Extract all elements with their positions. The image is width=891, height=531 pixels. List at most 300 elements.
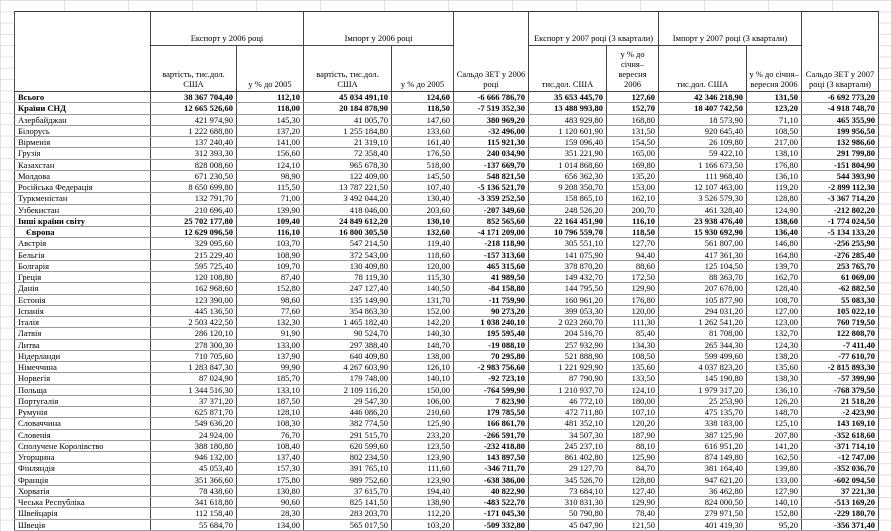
value-cell[interactable]: 472 711,80 <box>529 407 607 418</box>
value-cell[interactable]: 154,50 <box>607 137 659 148</box>
value-cell[interactable]: 41 989,50 <box>454 272 529 283</box>
value-cell[interactable]: 127,90 <box>747 485 802 496</box>
value-cell[interactable]: 824 000,50 <box>659 497 747 508</box>
value-cell[interactable]: 152,00 <box>392 305 454 316</box>
value-cell[interactable]: 162,10 <box>607 193 659 204</box>
value-cell[interactable]: -371 714,10 <box>802 440 879 451</box>
value-cell[interactable]: 417 361,30 <box>659 249 747 260</box>
value-cell[interactable]: 160 961,20 <box>529 294 607 305</box>
value-cell[interactable]: 561 807,00 <box>659 238 747 249</box>
country-cell[interactable]: Естонія <box>15 294 151 305</box>
value-cell[interactable]: 210 696,40 <box>151 204 237 215</box>
value-cell[interactable]: 1 283 847,30 <box>151 362 237 373</box>
value-cell[interactable]: 341 618,80 <box>151 497 237 508</box>
value-cell[interactable]: 37 371,20 <box>151 395 237 406</box>
value-cell[interactable]: 90 273,20 <box>454 305 529 316</box>
value-cell[interactable]: 29 547,30 <box>304 395 392 406</box>
value-cell[interactable]: 159 096,40 <box>529 137 607 148</box>
header-import-2006[interactable]: Імпорт у 2006 році <box>304 12 454 46</box>
country-cell[interactable]: Румунія <box>15 407 151 418</box>
value-cell[interactable]: 265 344,30 <box>659 339 747 350</box>
value-cell[interactable]: 132 791,70 <box>151 193 237 204</box>
value-cell[interactable]: 351 366,60 <box>151 474 237 485</box>
value-cell[interactable]: 76,70 <box>237 429 304 440</box>
value-cell[interactable]: 245 237,10 <box>529 440 607 451</box>
value-cell[interactable]: 1 255 184,80 <box>304 125 392 136</box>
value-cell[interactable]: 103,20 <box>392 519 454 530</box>
value-cell[interactable]: 354 863,30 <box>304 305 392 316</box>
value-cell[interactable]: 140,30 <box>392 328 454 339</box>
subheader-value-export-2007[interactable]: тис.дол. США <box>529 46 607 92</box>
value-cell[interactable]: -207 349,60 <box>454 204 529 215</box>
country-cell[interactable]: Інші країни світу <box>15 215 151 226</box>
value-cell[interactable]: 41 005,70 <box>304 114 392 125</box>
value-cell[interactable]: 445 136,50 <box>151 305 237 316</box>
value-cell[interactable]: 45 047,90 <box>529 519 607 530</box>
value-cell[interactable]: 291 799,80 <box>802 148 879 159</box>
value-cell[interactable]: -62 882,50 <box>802 283 879 294</box>
value-cell[interactable]: 131,50 <box>747 92 802 103</box>
value-cell[interactable]: -768 379,50 <box>802 384 879 395</box>
value-cell[interactable]: 145 190,80 <box>659 373 747 384</box>
value-cell[interactable]: 111 968,40 <box>659 170 747 181</box>
value-cell[interactable]: 312 393,30 <box>151 148 237 159</box>
country-cell[interactable]: Білорусь <box>15 125 151 136</box>
value-cell[interactable]: -2 983 756,60 <box>454 362 529 373</box>
value-cell[interactable]: 3 526 579,30 <box>659 193 747 204</box>
value-cell[interactable]: 140,10 <box>747 497 802 508</box>
value-cell[interactable]: 233,20 <box>392 429 454 440</box>
value-cell[interactable]: 710 705,60 <box>151 350 237 361</box>
value-cell[interactable]: 55 684,70 <box>151 519 237 530</box>
value-cell[interactable]: 42 346 218,90 <box>659 92 747 103</box>
value-cell[interactable]: 194,40 <box>392 485 454 496</box>
country-cell[interactable]: Болгарія <box>15 260 151 271</box>
value-cell[interactable]: 257 932,90 <box>529 339 607 350</box>
value-cell[interactable]: 78,40 <box>607 508 659 519</box>
value-cell[interactable]: 152,80 <box>237 283 304 294</box>
value-cell[interactable]: 112,20 <box>392 508 454 519</box>
value-cell[interactable]: 671 230,50 <box>151 170 237 181</box>
country-cell[interactable]: Норвегія <box>15 373 151 384</box>
value-cell[interactable]: 128,10 <box>237 407 304 418</box>
country-cell[interactable]: Сполучене Королівство <box>15 440 151 451</box>
value-cell[interactable]: 465 315,60 <box>454 260 529 271</box>
value-cell[interactable]: 130 409,80 <box>304 260 392 271</box>
value-cell[interactable]: 22 164 451,90 <box>529 215 607 226</box>
country-cell[interactable]: Данія <box>15 283 151 294</box>
value-cell[interactable]: 12 107 463,00 <box>659 182 747 193</box>
value-cell[interactable]: -32 496,00 <box>454 125 529 136</box>
value-cell[interactable]: 1 262 541,20 <box>659 317 747 328</box>
country-cell[interactable]: Казахстан <box>15 159 151 170</box>
value-cell[interactable]: 18 407 742,50 <box>659 103 747 114</box>
value-cell[interactable]: 115,50 <box>237 182 304 193</box>
value-cell[interactable]: 127,40 <box>607 485 659 496</box>
value-cell[interactable]: -6 692 773,20 <box>802 92 879 103</box>
value-cell[interactable]: 115 921,30 <box>454 137 529 148</box>
country-cell[interactable]: Молдова <box>15 170 151 181</box>
value-cell[interactable]: 126,10 <box>392 362 454 373</box>
value-cell[interactable]: 549 636,20 <box>151 418 237 429</box>
value-cell[interactable]: 620 599,60 <box>304 440 392 451</box>
value-cell[interactable]: 108,50 <box>747 125 802 136</box>
value-cell[interactable]: 98,90 <box>237 170 304 181</box>
value-cell[interactable]: 37 615,70 <box>304 485 392 496</box>
country-cell[interactable]: Чеська Республіка <box>15 497 151 508</box>
value-cell[interactable]: 61 069,00 <box>802 272 879 283</box>
value-cell[interactable]: 29 127,70 <box>529 463 607 474</box>
value-cell[interactable]: 123,50 <box>392 440 454 451</box>
value-cell[interactable]: 87 790,90 <box>529 373 607 384</box>
value-cell[interactable]: 50 790,80 <box>529 508 607 519</box>
value-cell[interactable]: 105 022,10 <box>802 305 879 316</box>
value-cell[interactable]: 119,40 <box>392 238 454 249</box>
value-cell[interactable]: -7 411,40 <box>802 339 879 350</box>
value-cell[interactable]: 87 024,90 <box>151 373 237 384</box>
value-cell[interactable]: 565 017,50 <box>304 519 392 530</box>
value-cell[interactable]: 137 240,40 <box>151 137 237 148</box>
value-cell[interactable]: 2 503 422,50 <box>151 317 237 328</box>
value-cell[interactable]: 1 221 929,90 <box>529 362 607 373</box>
value-cell[interactable]: 59 422,10 <box>659 148 747 159</box>
value-cell[interactable]: 120,00 <box>607 305 659 316</box>
value-cell[interactable]: 310 831,30 <box>529 497 607 508</box>
value-cell[interactable]: 294 031,20 <box>659 305 747 316</box>
value-cell[interactable]: 145,30 <box>237 114 304 125</box>
value-cell[interactable]: 207 678,00 <box>659 283 747 294</box>
value-cell[interactable]: 127,60 <box>607 92 659 103</box>
value-cell[interactable]: 23 938 476,40 <box>659 215 747 226</box>
value-cell[interactable]: 123,00 <box>747 317 802 328</box>
value-cell[interactable]: 187,50 <box>237 395 304 406</box>
value-cell[interactable]: 989 752,60 <box>304 474 392 485</box>
value-cell[interactable]: 217,00 <box>747 137 802 148</box>
value-cell[interactable]: -212 802,20 <box>802 204 879 215</box>
value-cell[interactable]: 1 979 317,20 <box>659 384 747 395</box>
value-cell[interactable]: 305 551,10 <box>529 238 607 249</box>
subheader-pct-import-2007[interactable]: у % до січня–вересня 2006 <box>747 46 802 92</box>
value-cell[interactable]: 418 046,00 <box>304 204 392 215</box>
value-cell[interactable]: 116,10 <box>607 215 659 226</box>
value-cell[interactable]: 210,60 <box>392 407 454 418</box>
value-cell[interactable]: 475 135,70 <box>659 407 747 418</box>
value-cell[interactable]: 123,20 <box>747 103 802 114</box>
value-cell[interactable]: 8 650 699,80 <box>151 182 237 193</box>
value-cell[interactable]: -352 618,60 <box>802 429 879 440</box>
value-cell[interactable]: 90 524,70 <box>304 328 392 339</box>
value-cell[interactable]: 78 119,30 <box>304 272 392 283</box>
value-cell[interactable]: 130,80 <box>237 485 304 496</box>
value-cell[interactable]: 4 037 823,20 <box>659 362 747 373</box>
value-cell[interactable]: -151 804,90 <box>802 159 879 170</box>
value-cell[interactable]: 138,10 <box>747 148 802 159</box>
value-cell[interactable]: 141,00 <box>237 137 304 148</box>
value-cell[interactable]: 7 823,90 <box>454 395 529 406</box>
value-cell[interactable]: 134,30 <box>607 339 659 350</box>
value-cell[interactable]: 120,00 <box>392 260 454 271</box>
value-cell[interactable]: 25 702 177,80 <box>151 215 237 226</box>
value-cell[interactable]: 391 765,10 <box>304 463 392 474</box>
country-cell[interactable]: Італія <box>15 317 151 328</box>
value-cell[interactable]: 94,40 <box>607 249 659 260</box>
value-cell[interactable]: 45 034 491,10 <box>304 92 392 103</box>
value-cell[interactable]: 135 149,90 <box>304 294 392 305</box>
value-cell[interactable]: 381 164,40 <box>659 463 747 474</box>
country-cell[interactable]: Вірменія <box>15 137 151 148</box>
value-cell[interactable]: 108,70 <box>747 294 802 305</box>
value-cell[interactable]: 166 861,70 <box>454 418 529 429</box>
value-cell[interactable]: 351 221,90 <box>529 148 607 159</box>
value-cell[interactable]: -2 423,90 <box>802 407 879 418</box>
value-cell[interactable]: 1 120 601,90 <box>529 125 607 136</box>
value-cell[interactable]: 99,90 <box>237 362 304 373</box>
value-cell[interactable]: 861 402,80 <box>529 452 607 463</box>
value-cell[interactable]: 34 507,30 <box>529 429 607 440</box>
value-cell[interactable]: 131,70 <box>392 294 454 305</box>
country-cell[interactable]: Португалія <box>15 395 151 406</box>
value-cell[interactable]: 461 328,40 <box>659 204 747 215</box>
value-cell[interactable]: 111,60 <box>392 463 454 474</box>
value-cell[interactable]: 616 951,20 <box>659 440 747 451</box>
value-cell[interactable]: -5 136 521,70 <box>454 182 529 193</box>
value-cell[interactable]: 132,60 <box>392 227 454 238</box>
value-cell[interactable]: 136,40 <box>747 227 802 238</box>
value-cell[interactable]: 126,20 <box>747 395 802 406</box>
value-cell[interactable]: 162,70 <box>747 272 802 283</box>
value-cell[interactable]: 162,50 <box>747 452 802 463</box>
value-cell[interactable]: 81 708,00 <box>659 328 747 339</box>
value-cell[interactable]: 204 516,70 <box>529 328 607 339</box>
value-cell[interactable]: 119,20 <box>747 182 802 193</box>
value-cell[interactable]: -19 088,10 <box>454 339 529 350</box>
value-cell[interactable]: 152,70 <box>607 103 659 114</box>
value-cell[interactable]: -356 371,40 <box>802 519 879 530</box>
value-cell[interactable]: 125,10 <box>747 418 802 429</box>
value-cell[interactable]: 73 684,10 <box>529 485 607 496</box>
value-cell[interactable]: 133,60 <box>392 125 454 136</box>
value-cell[interactable]: 120,20 <box>607 418 659 429</box>
value-cell[interactable]: 133,50 <box>607 373 659 384</box>
value-cell[interactable]: 199 956,50 <box>802 125 879 136</box>
value-cell[interactable]: 16 800 305,50 <box>304 227 392 238</box>
value-cell[interactable]: 1 465 182,40 <box>304 317 392 328</box>
value-cell[interactable]: 124,60 <box>392 92 454 103</box>
value-cell[interactable]: 1 014 868,60 <box>529 159 607 170</box>
value-cell[interactable]: 179 785,50 <box>454 407 529 418</box>
value-cell[interactable]: 141 075,90 <box>529 249 607 260</box>
value-cell[interactable]: 640 409,80 <box>304 350 392 361</box>
value-cell[interactable]: 45 053,40 <box>151 463 237 474</box>
value-cell[interactable]: 128,40 <box>747 283 802 294</box>
value-cell[interactable]: -4 171 209,00 <box>454 227 529 238</box>
value-cell[interactable]: 108,90 <box>237 249 304 260</box>
country-cell[interactable]: Литва <box>15 339 151 350</box>
value-cell[interactable]: 481 352,10 <box>529 418 607 429</box>
value-cell[interactable]: -509 332,80 <box>454 519 529 530</box>
country-cell[interactable]: Азербайджан <box>15 114 151 125</box>
value-cell[interactable]: 127,70 <box>607 238 659 249</box>
value-cell[interactable]: 139,70 <box>747 260 802 271</box>
value-cell[interactable]: 123,90 <box>392 474 454 485</box>
value-cell[interactable]: 118,60 <box>392 249 454 260</box>
value-cell[interactable]: 168,80 <box>607 114 659 125</box>
value-cell[interactable]: 136,10 <box>747 170 802 181</box>
value-cell[interactable]: 138,60 <box>747 215 802 226</box>
value-cell[interactable]: 185,70 <box>237 373 304 384</box>
value-cell[interactable]: 137,20 <box>237 125 304 136</box>
value-cell[interactable]: 248 526,20 <box>529 204 607 215</box>
value-cell[interactable]: 71,00 <box>237 193 304 204</box>
subheader-pct-import-2006[interactable]: у % до 2005 <box>392 46 454 92</box>
value-cell[interactable]: -3 367 714,20 <box>802 193 879 204</box>
value-cell[interactable]: 116,10 <box>237 227 304 238</box>
value-cell[interactable]: 20 184 878,90 <box>304 103 392 114</box>
value-cell[interactable]: 329 095,60 <box>151 238 237 249</box>
value-cell[interactable]: 247 127,40 <box>304 283 392 294</box>
value-cell[interactable]: -602 094,50 <box>802 474 879 485</box>
value-cell[interactable]: 547 214,50 <box>304 238 392 249</box>
value-cell[interactable]: 388 180,80 <box>151 440 237 451</box>
value-cell[interactable]: 965 678,30 <box>304 159 392 170</box>
value-cell[interactable]: 153,00 <box>607 182 659 193</box>
value-cell[interactable]: 828 008,60 <box>151 159 237 170</box>
value-cell[interactable]: 28,30 <box>237 508 304 519</box>
country-cell[interactable]: Угорщина <box>15 452 151 463</box>
value-cell[interactable]: -483 522,70 <box>454 497 529 508</box>
value-cell[interactable]: -266 591,70 <box>454 429 529 440</box>
country-cell[interactable]: Франція <box>15 474 151 485</box>
value-cell[interactable]: 36 462,80 <box>659 485 747 496</box>
value-cell[interactable]: 107,10 <box>607 407 659 418</box>
value-cell[interactable]: -12 747,00 <box>802 452 879 463</box>
value-cell[interactable]: 161,40 <box>392 137 454 148</box>
value-cell[interactable]: 84,70 <box>607 463 659 474</box>
value-cell[interactable]: 656 362,30 <box>529 170 607 181</box>
value-cell[interactable]: 874 149,80 <box>659 452 747 463</box>
value-cell[interactable]: 124,10 <box>607 384 659 395</box>
value-cell[interactable]: 140,50 <box>392 283 454 294</box>
country-cell[interactable]: Узбекистан <box>15 204 151 215</box>
value-cell[interactable]: -11 759,90 <box>454 294 529 305</box>
value-cell[interactable]: 180,00 <box>607 395 659 406</box>
value-cell[interactable]: 144 795,50 <box>529 283 607 294</box>
value-cell[interactable]: 129,90 <box>607 497 659 508</box>
value-cell[interactable]: 132,70 <box>747 328 802 339</box>
value-cell[interactable]: 137,90 <box>237 350 304 361</box>
value-cell[interactable]: 382 774,50 <box>304 418 392 429</box>
value-cell[interactable]: 124,30 <box>747 339 802 350</box>
value-cell[interactable]: 143 897,50 <box>454 452 529 463</box>
value-cell[interactable]: 278 300,30 <box>151 339 237 350</box>
value-cell[interactable]: 169,80 <box>607 159 659 170</box>
value-cell[interactable]: 10 796 559,70 <box>529 227 607 238</box>
value-cell[interactable]: 24 924,00 <box>151 429 237 440</box>
value-cell[interactable]: 544 393,90 <box>802 170 879 181</box>
value-cell[interactable]: 24 849 612,20 <box>304 215 392 226</box>
value-cell[interactable]: 380 969,20 <box>454 114 529 125</box>
value-cell[interactable]: 25 253,90 <box>659 395 747 406</box>
value-cell[interactable]: -171 045,30 <box>454 508 529 519</box>
value-cell[interactable]: 35 653 445,70 <box>529 92 607 103</box>
value-cell[interactable]: 130,40 <box>392 193 454 204</box>
country-cell[interactable]: Російська Федерація <box>15 182 151 193</box>
country-cell[interactable]: Швейцарія <box>15 508 151 519</box>
value-cell[interactable]: 465 355,90 <box>802 114 879 125</box>
value-cell[interactable]: -92 723,10 <box>454 373 529 384</box>
value-cell[interactable]: 108,40 <box>237 440 304 451</box>
value-cell[interactable]: 107,40 <box>392 182 454 193</box>
value-cell[interactable]: 13 488 993,80 <box>529 103 607 114</box>
country-cell[interactable]: Швеція <box>15 519 151 530</box>
value-cell[interactable]: 158 865,10 <box>529 193 607 204</box>
value-cell[interactable]: 1 038 240,10 <box>454 317 529 328</box>
value-cell[interactable]: 179 748,00 <box>304 373 392 384</box>
value-cell[interactable]: 156,60 <box>237 148 304 159</box>
value-cell[interactable]: -346 711,70 <box>454 463 529 474</box>
value-cell[interactable]: 109,70 <box>237 260 304 271</box>
country-cell[interactable]: Польща <box>15 384 151 395</box>
value-cell[interactable]: 372 543,00 <box>304 249 392 260</box>
country-cell[interactable]: Туркменістан <box>15 193 151 204</box>
value-cell[interactable]: 118,50 <box>392 103 454 114</box>
value-cell[interactable]: 13 787 221,50 <box>304 182 392 193</box>
value-cell[interactable]: -256 255,90 <box>802 238 879 249</box>
value-cell[interactable]: -7 519 352,30 <box>454 103 529 114</box>
value-cell[interactable]: 128,80 <box>747 193 802 204</box>
value-cell[interactable]: 147,60 <box>392 114 454 125</box>
value-cell[interactable]: 172,50 <box>607 272 659 283</box>
value-cell[interactable]: 203,60 <box>392 204 454 215</box>
value-cell[interactable]: 78 438,60 <box>151 485 237 496</box>
value-cell[interactable]: 18 573,90 <box>659 114 747 125</box>
country-cell[interactable]: Австрія <box>15 238 151 249</box>
value-cell[interactable]: 88,60 <box>607 260 659 271</box>
value-cell[interactable]: 141,20 <box>747 440 802 451</box>
value-cell[interactable]: 1 166 673,50 <box>659 159 747 170</box>
value-cell[interactable]: 85,40 <box>607 328 659 339</box>
value-cell[interactable]: 215 229,40 <box>151 249 237 260</box>
subheader-value-import-2007[interactable]: тис.дол. США <box>659 46 747 92</box>
value-cell[interactable]: 446 086,20 <box>304 407 392 418</box>
value-cell[interactable]: 164,80 <box>747 249 802 260</box>
value-cell[interactable]: 138,00 <box>392 350 454 361</box>
value-cell[interactable]: 1 210 937,70 <box>529 384 607 395</box>
value-cell[interactable]: 135,20 <box>607 170 659 181</box>
value-cell[interactable]: 122 409,00 <box>304 170 392 181</box>
value-cell[interactable]: 139,80 <box>747 463 802 474</box>
value-cell[interactable]: 150,00 <box>392 384 454 395</box>
country-cell[interactable]: Нідерланди <box>15 350 151 361</box>
value-cell[interactable]: 387 125,90 <box>659 429 747 440</box>
value-cell[interactable]: 38 367 704,40 <box>151 92 237 103</box>
value-cell[interactable]: -84 158,80 <box>454 283 529 294</box>
subheader-pct-export-2006[interactable]: у % до 2005 <box>237 46 304 92</box>
value-cell[interactable]: 98,60 <box>237 294 304 305</box>
value-cell[interactable]: 37 221,30 <box>802 485 879 496</box>
value-cell[interactable]: 345 526,70 <box>529 474 607 485</box>
value-cell[interactable]: 279 971,50 <box>659 508 747 519</box>
value-cell[interactable]: 109,40 <box>237 215 304 226</box>
value-cell[interactable]: 852 565,60 <box>454 215 529 226</box>
value-cell[interactable]: 135,60 <box>607 362 659 373</box>
value-cell[interactable]: 2 023 260,70 <box>529 317 607 328</box>
value-cell[interactable]: 946 132,00 <box>151 452 237 463</box>
value-cell[interactable]: 91,90 <box>237 328 304 339</box>
value-cell[interactable]: 88,10 <box>607 440 659 451</box>
value-cell[interactable]: 297 388,40 <box>304 339 392 350</box>
value-cell[interactable]: 378 870,20 <box>529 260 607 271</box>
